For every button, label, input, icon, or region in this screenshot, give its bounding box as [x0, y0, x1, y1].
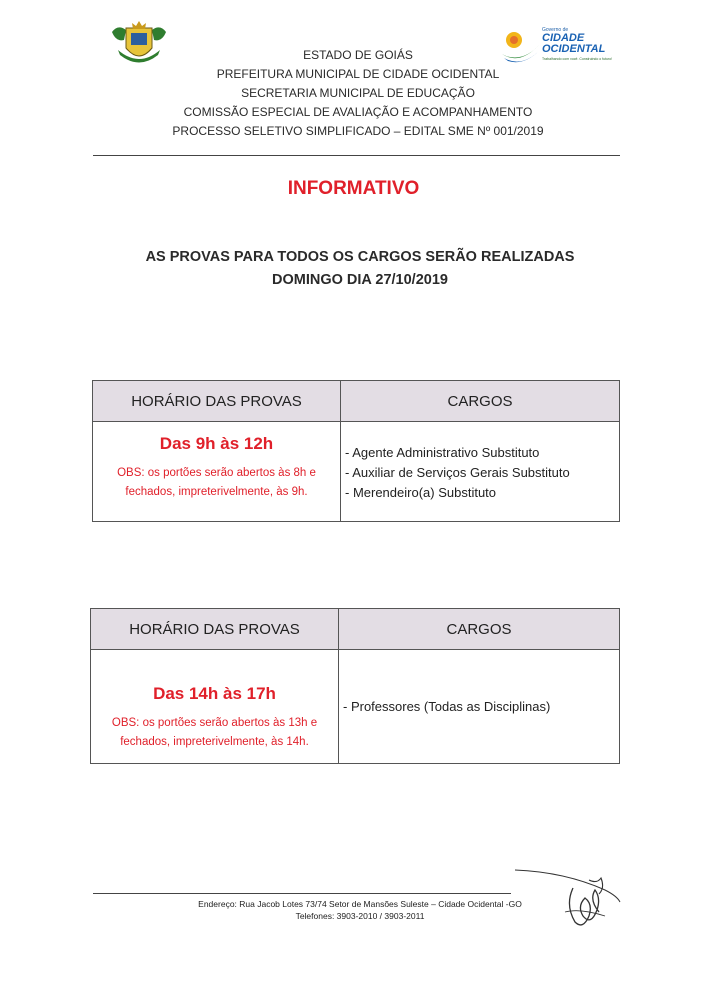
- cargo-item: - Professores (Todas as Disciplinas): [343, 699, 551, 714]
- header-line-prefeitura: PREFEITURA MUNICIPAL DE CIDADE OCIDENTAL: [216, 67, 500, 81]
- cargo-item: - Merendeiro(a) Substituto: [345, 485, 497, 500]
- footer-address: Endereço: Rua Jacob Lotes 73/74 Setor de Mansões Suleste – Cidade Ocidental -GO: [198, 899, 522, 909]
- header-line-state: ESTADO DE GOIÁS: [303, 48, 413, 62]
- table-row: [93, 422, 620, 522]
- announcement: [70, 246, 650, 292]
- footer-divider: [93, 893, 511, 894]
- gate-note-line-2: fechados, impreterivelmente, às 14h.: [120, 736, 309, 748]
- schedule-cell: [91, 650, 339, 764]
- cargo-item: - Auxiliar de Serviços Gerais Substituto: [345, 465, 570, 480]
- header-line-processo: PROCESSO SELETIVO SIMPLIFICADO – EDITAL SME Nº 001/2019: [172, 124, 544, 138]
- col-header-horario: HORÁRIO DAS PROVAS: [91, 609, 339, 650]
- cargos-cell: [339, 650, 620, 764]
- table-header-row: [93, 381, 620, 422]
- page-title: INFORMATIVO: [287, 178, 420, 199]
- footer-phones: Telefones: 3903-2010 / 3903-2011: [295, 911, 425, 921]
- logo-name-line2: OCIDENTAL: [542, 43, 606, 55]
- cargos-cell: [341, 422, 620, 522]
- col-header-horario: HORÁRIO DAS PROVAS: [93, 381, 341, 422]
- gate-note: [92, 714, 337, 752]
- logo-small-text: Governo de: [542, 27, 569, 33]
- col-header-cargos: CARGOS: [341, 381, 620, 422]
- schedule-table-morning: [92, 380, 620, 522]
- cargo-item: - Agente Administrativo Substituto: [345, 445, 540, 460]
- header-line-comissao: COMISSÃO ESPECIAL DE AVALIAÇÃO E ACOMPANHAMENTO: [183, 105, 533, 119]
- logo-name-line1: CIDADE: [542, 32, 585, 44]
- announcement-line-2: DOMINGO DIA 27/10/2019: [272, 272, 448, 288]
- signature-image: [505, 850, 625, 935]
- exam-time: Das 14h às 17h: [153, 684, 276, 703]
- header-divider: [93, 155, 620, 156]
- gate-note-line-1: OBS: os portões serão abertos às 8h e: [117, 467, 316, 479]
- logo-tagline: Trabalhando com você. Construindo o futuro!: [542, 57, 613, 61]
- header-line-secretaria: SECRETARIA MUNICIPAL DE EDUCAÇÃO: [241, 86, 475, 100]
- table-row: [91, 650, 620, 764]
- document-header: [130, 46, 586, 141]
- exam-time: Das 9h às 12h: [159, 434, 274, 453]
- gate-note: [94, 464, 339, 502]
- gate-note-line-2: fechados, impreterivelmente, às 9h.: [125, 486, 308, 498]
- col-header-cargos: CARGOS: [339, 609, 620, 650]
- schedule-cell: [93, 422, 341, 522]
- gate-note-line-1: OBS: os portões serão abertos às 13h e: [111, 717, 318, 729]
- table-header-row: [91, 609, 620, 650]
- schedule-table-afternoon: [90, 608, 620, 764]
- announcement-line-1: AS PROVAS PARA TODOS OS CARGOS SERÃO REALIZADAS: [145, 249, 575, 265]
